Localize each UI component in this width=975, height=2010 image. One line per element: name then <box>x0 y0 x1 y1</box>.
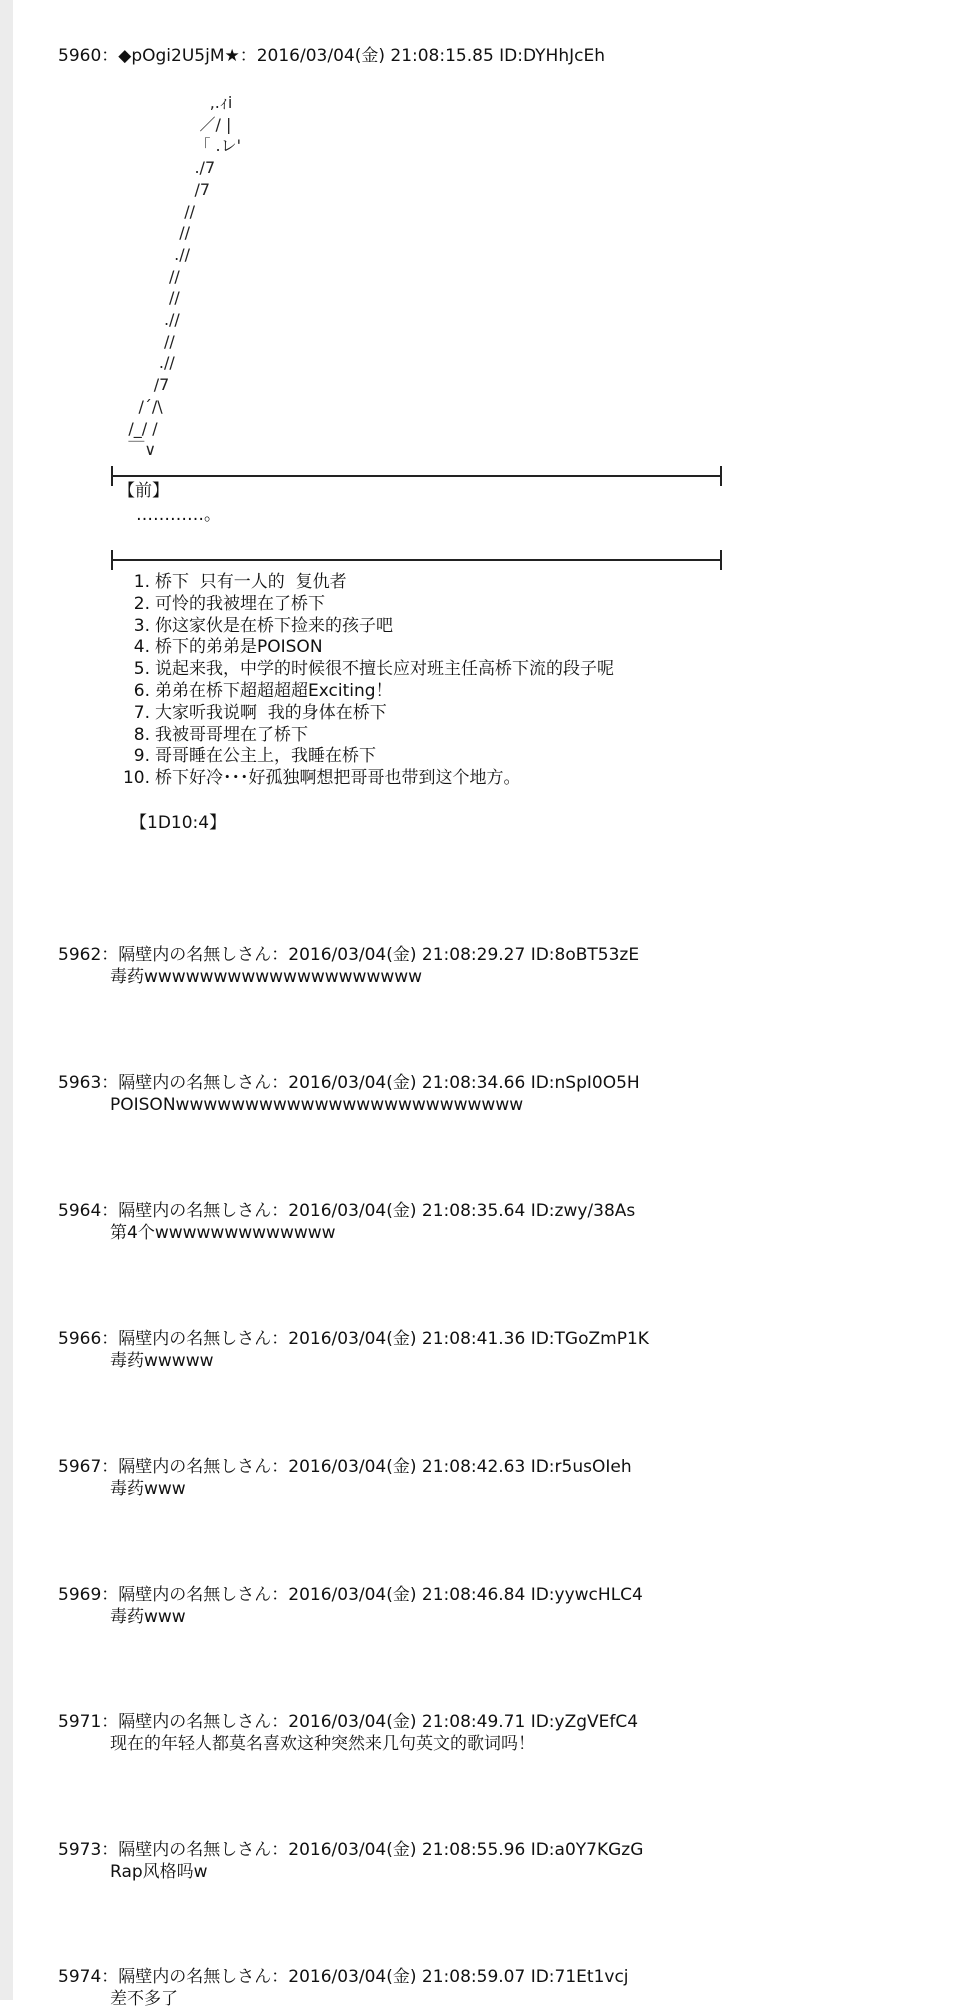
list-number: 8. <box>112 725 150 747</box>
post-header-5960 <box>58 46 965 68</box>
dice-result: 【1D10:4】 <box>130 813 226 835</box>
post-header: 5971：隔壁内の名無しさん：2016/03/04(金) 21:08:49.71 ID:yZgVEfC4 <box>58 1712 965 1734</box>
list-item <box>112 594 614 616</box>
list-item <box>112 659 614 681</box>
post-header: 5964：隔壁内の名無しさん：2016/03/04(金) 21:08:35.64 ID:zwy/38As <box>58 1201 965 1223</box>
reply-post <box>58 1201 965 1244</box>
post-header: 5974：隔壁内の名無しさん：2016/03/04(金) 21:08:59.07 ID:71Et1vcj <box>58 1967 965 1989</box>
list-number: 7. <box>112 703 150 725</box>
divider-cap-left <box>111 466 113 486</box>
list-text: 桥下 只有一人的 复仇者 <box>155 572 347 592</box>
post-body: POISONwwwwwwwwwwwwwwwwwwwwwwwww <box>58 1095 965 1117</box>
post-body: 毒药wwwww <box>58 1351 965 1373</box>
post-body: 毒药www <box>58 1607 965 1629</box>
list-item <box>112 703 614 725</box>
bracket-label: 【前】 <box>118 481 169 503</box>
reply-post <box>58 1967 965 2010</box>
page-left-edge <box>0 0 13 2000</box>
post-body: 现在的年轻人都莫名喜欢这种突然来几句英文的歌词吗！ <box>58 1734 965 1756</box>
list-number: 4. <box>112 637 150 659</box>
post-header: 5966：隔壁内の名無しさん：2016/03/04(金) 21:08:41.36 ID:TGoZmP1K <box>58 1329 965 1351</box>
divider-line <box>111 475 722 477</box>
list-number: 10. <box>112 768 150 790</box>
reply-post <box>58 1712 965 1755</box>
reply-post <box>58 1457 965 1500</box>
post-header: 5963：隔壁内の名無しさん：2016/03/04(金) 21:08:34.66 ID:nSpI0O5H <box>58 1073 965 1095</box>
list-text: 大家听我说啊 我的身体在桥下 <box>155 703 387 723</box>
list-number: 2. <box>112 594 150 616</box>
list-text: 弟弟在桥下超超超超Exciting！ <box>155 681 393 701</box>
list-number: 9. <box>112 746 150 768</box>
post-body: 差不多了 <box>58 1989 965 2010</box>
list-number: 6. <box>112 681 150 703</box>
divider-cap-left <box>111 550 113 570</box>
list-item <box>112 616 614 638</box>
ellipsis-text: …………。 <box>136 505 221 527</box>
list-text: 可怜的我被埋在了桥下 <box>155 594 325 614</box>
reply-post <box>58 1329 965 1372</box>
post-body: 第4个wwwwwwwwwwwww <box>58 1223 965 1245</box>
list-text: 我被哥哥埋在了桥下 <box>155 725 308 745</box>
list-item <box>112 725 614 747</box>
list-text: 说起来我，中学的时候很不擅长应对班主任高桥下流的段子呢 <box>155 659 614 679</box>
post-header: 5973：隔壁内の名無しさん：2016/03/04(金) 21:08:55.96 ID:a0Y7KGzG <box>58 1840 965 1862</box>
divider-cap-right <box>720 550 722 570</box>
list-text: 桥下好冷･･･好孤独啊想把哥哥也带到这个地方。 <box>155 768 521 788</box>
post-body: 毒药www <box>58 1479 965 1501</box>
choice-list <box>112 572 614 790</box>
reply-post <box>58 1840 965 1883</box>
reply-post <box>58 1585 965 1628</box>
list-text: 哥哥睡在公主上，我睡在桥下 <box>155 746 376 766</box>
list-text: 桥下的弟弟是POISON <box>155 637 323 657</box>
list-item <box>112 637 614 659</box>
ascii-art: ,.ｨi ／/ | 「 .レ' ./7 /7 // // .// // // .// // .// /7 /´/\ /_/ / ￣∨ <box>108 92 241 461</box>
divider-cap-right <box>720 466 722 486</box>
post-header: 5969：隔壁内の名無しさん：2016/03/04(金) 21:08:46.84 ID:yywcHLC4 <box>58 1585 965 1607</box>
divider-line <box>111 559 722 561</box>
list-item <box>112 768 614 790</box>
post-header: 5962：隔壁内の名無しさん：2016/03/04(金) 21:08:29.27 ID:8oBT53zE <box>58 945 965 967</box>
list-item <box>112 681 614 703</box>
reply-post <box>58 945 965 988</box>
post-header: 5967：隔壁内の名無しさん：2016/03/04(金) 21:08:42.63 ID:r5usOIeh <box>58 1457 965 1479</box>
list-item <box>112 572 614 594</box>
post-body: Rap风格吗w <box>58 1862 965 1884</box>
reply-post <box>58 1073 965 1116</box>
list-item <box>112 746 614 768</box>
list-number: 5. <box>112 659 150 681</box>
list-number: 3. <box>112 616 150 638</box>
list-text: 你这家伙是在桥下捡来的孩子吧 <box>155 616 393 636</box>
list-number: 1. <box>112 572 150 594</box>
post-body: 毒药wwwwwwwwwwwwwwwwwwww <box>58 967 965 989</box>
post-header: 5960：◆pOgi2U5jM★：2016/03/04(金) 21:08:15.85 ID:DYHhJcEh <box>58 46 965 68</box>
